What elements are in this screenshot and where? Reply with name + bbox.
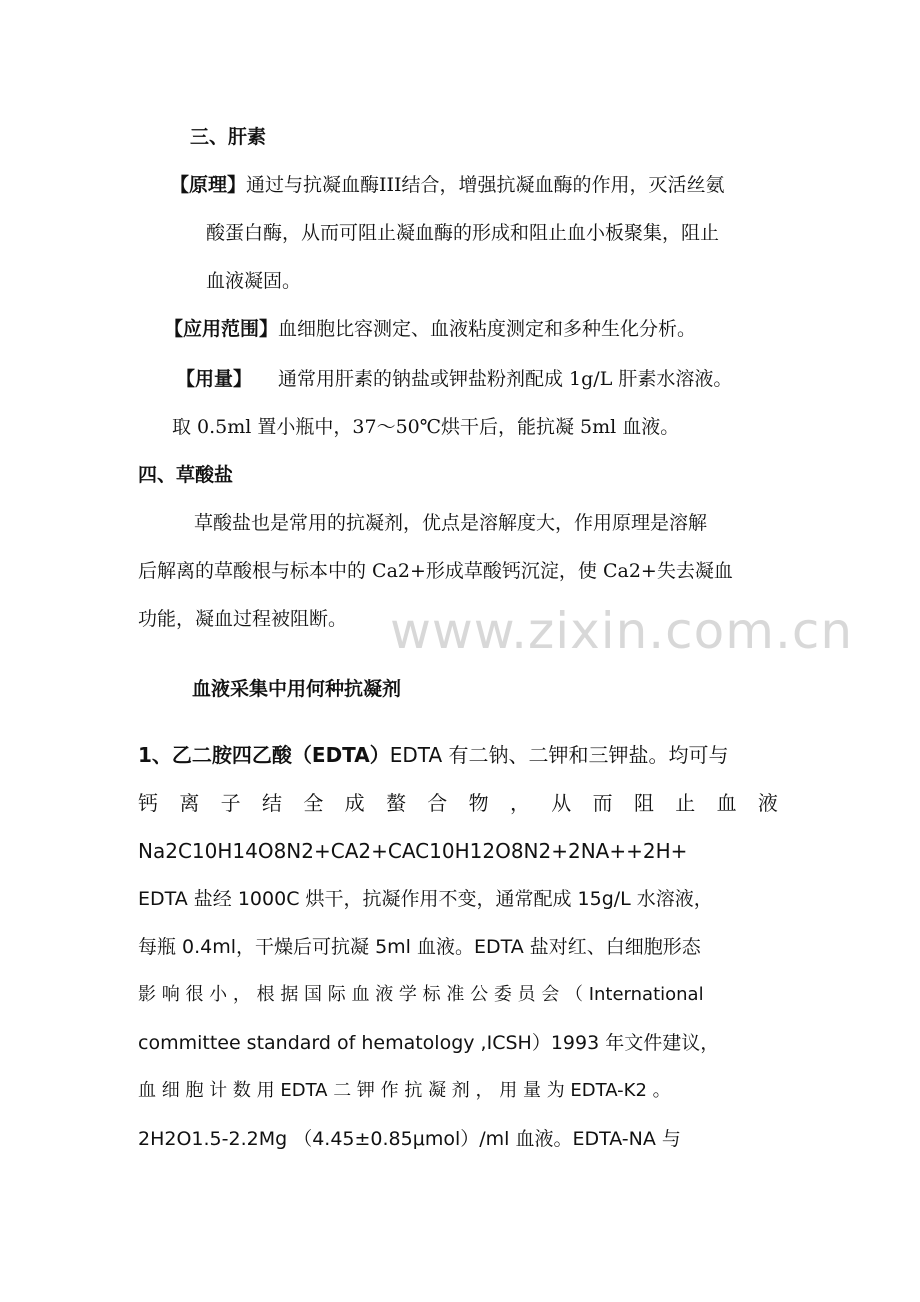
section-title-anticoagulant: 血液采集中用何种抗凝剂 [192,678,402,700]
edta-word: 钙 [138,791,158,815]
principle-label: 【原理】 [170,174,247,196]
dose-line-2: 取 0.5ml 置小瓶中，37～50℃烘干后，能抗凝 5ml 血液。 [172,416,680,438]
section-heading-heparin: 三、肝素 [190,126,267,148]
principle-line-2: 酸蛋白酶，从而可阻止凝血酶的形成和阻止血小板聚集，阻止 [206,222,720,244]
oxalate-line-1: 草酸盐也是常用的抗凝剂，优点是溶解度大，作用原理是溶解 [194,512,708,534]
principle-line-1 [170,172,725,198]
edta-word: 螯 [385,791,406,815]
edta-word: 子 [220,791,241,815]
edta-word: 合 [427,791,448,815]
oxalate-line-3: 功能，凝血过程被阻断。 [138,608,348,630]
edta-line-7: committee standard of hematology ,ICSH）1993 年文件建议， [138,1032,720,1054]
edta-line-1 [138,742,729,768]
principle-line-3: 血液凝固。 [206,270,302,292]
edta-line-5: 每瓶 0.4ml，干燥后可抗凝 5ml 血液。EDTA 盐对红、白细胞形态 [138,936,701,958]
edta-line-9: 2H2O1.5-2.2Mg （4.45±0.85μmol）/ml 血液。EDTA-NA 与 [138,1128,681,1150]
edta-text-1: EDTA 有二钠、二钾和三钾盐。均可与 [389,743,729,767]
edta-word: ， [509,791,530,815]
edta-line-3: Na2C10H14O8N2+CA2+CAC10H12O8N2+2NA++2H+ [138,839,688,863]
edta-word: 离 [179,791,200,815]
section-heading-oxalate: 四、草酸盐 [138,464,234,486]
edta-line-2 [138,790,778,816]
oxalate-line-2: 后解离的草酸根与标本中的 Ca2+形成草酸钙沉淀，使 Ca2+失去凝血 [138,560,733,582]
edta-line-8: 血 细 胞 计 数 用 EDTA 二 钾 作 抗 凝 剂 ， 用 量 为 EDTA-K2 。 [138,1080,671,1101]
scope-text: 血细胞比容测定、血液粘度测定和多种生化分析。 [278,318,697,340]
edta-word: 止 [675,791,696,815]
dose-label: 【用量】 [176,368,253,390]
edta-word: 血 [716,791,737,815]
edta-word: 从 [551,791,572,815]
dose-line-1 [176,366,732,392]
edta-word: 物 [468,791,489,815]
watermark-text: www.zixin.com.cn [390,602,854,660]
principle-text-1: 通过与抗凝血酶III结合，增强抗凝血酶的作用，灭活丝氨 [246,174,725,196]
dose-text-1: 通常用肝素的钠盐或钾盐粉剂配成 1g/L 肝素水溶液。 [278,368,733,390]
edta-word: 全 [303,791,324,815]
edta-heading: 1、乙二胺四乙酸（EDTA） [138,743,390,767]
edta-word: 结 [261,791,282,815]
scope-label: 【应用范围】 [164,318,279,340]
edta-word: 而 [592,791,613,815]
edta-line-6: 影 响 很 小 ， 根 据 国 际 血 液 学 标 准 公 委 员 会 （ International [138,984,704,1005]
edta-word: 阻 [633,791,654,815]
edta-word: 液 [757,791,778,815]
edta-word: 成 [344,791,365,815]
scope-line [164,316,696,342]
edta-line-4: EDTA 盐经 1000C 烘干，抗凝作用不变，通常配成 15g/L 水溶液， [138,888,713,910]
